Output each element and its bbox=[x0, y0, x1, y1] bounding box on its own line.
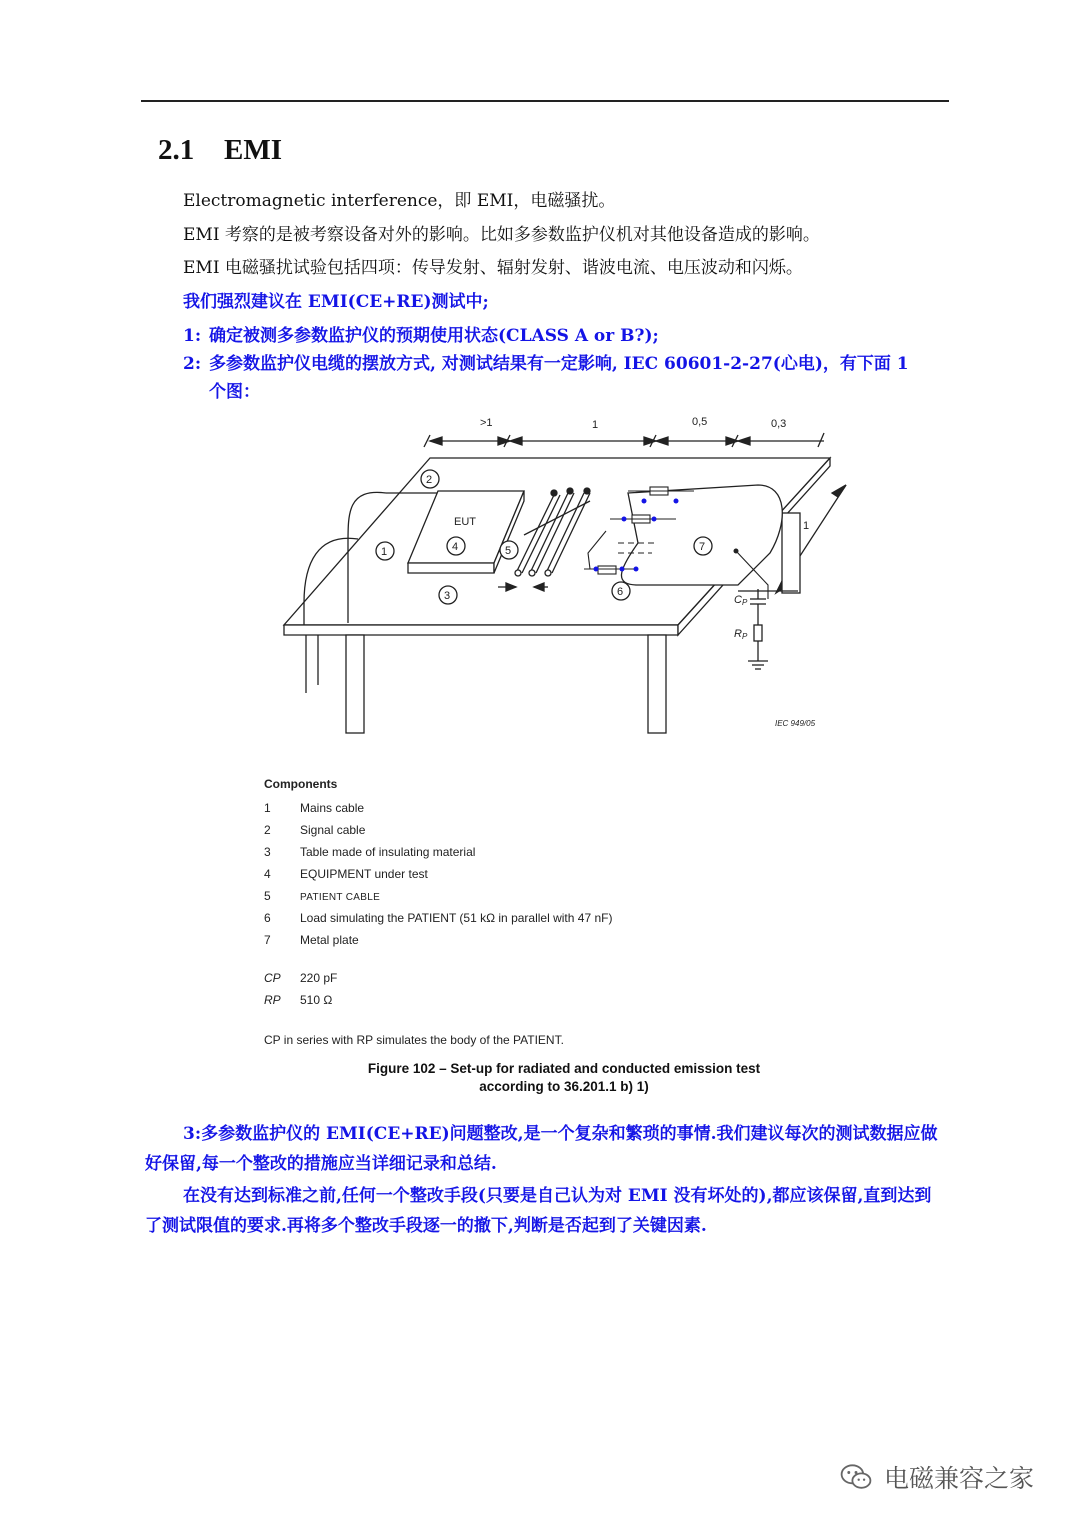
iec-code: IEC 949/05 bbox=[775, 719, 816, 728]
dim-label: 1 bbox=[592, 419, 599, 431]
recommend-line: 我们强烈建议在 EMI(CE+RE)测试中; bbox=[183, 292, 489, 312]
list-item-number: 2: bbox=[183, 354, 202, 374]
callout-3: 3 bbox=[444, 590, 451, 602]
list-item-continuation: 个图： bbox=[209, 382, 260, 402]
legend-row: 4 EQUIPMENT under test bbox=[264, 867, 428, 881]
intro-line-3: EMI 电磁骚扰试验包括四项：传导发射、辐射发射、谐波电流、电压波动和闪烁。 bbox=[183, 258, 803, 278]
callout-6: 6 bbox=[617, 586, 624, 598]
cp-label: CP bbox=[734, 594, 748, 607]
caption-line-2: according to 36.201.1 b) 1) bbox=[479, 1079, 649, 1094]
list-item-text: 确定被测多参数监护仪的预期使用状态(CLASS A or B?); bbox=[209, 326, 659, 346]
setup-diagram bbox=[198, 403, 890, 763]
legend-row: 5 PATIENT CABLE bbox=[264, 889, 381, 903]
section-number: 2.1 bbox=[158, 134, 195, 166]
callout-7: 7 bbox=[699, 541, 706, 553]
paragraph-3: 3:多参数监护仪的 EMI(CE+RE)问题整改,是一个复杂和繁琐的事情.我们建议每次的测试数据应做好保留,每一个整改的措施应当详细记录和总结. bbox=[145, 1124, 938, 1174]
callout-4: 4 bbox=[452, 541, 459, 553]
list-item-text: 多参数监护仪电缆的摆放方式, 对测试结果有一定影响, IEC 60601-2-27(心电)，有下面 1 bbox=[209, 354, 909, 374]
legend-row: CP 220 pF bbox=[264, 971, 338, 985]
section-heading bbox=[158, 134, 282, 167]
intro-line-1: Electromagnetic interference，即 EMI，电磁骚扰。 bbox=[183, 191, 616, 211]
legend-title: Components bbox=[264, 777, 338, 791]
figure-caption bbox=[198, 1060, 930, 1096]
legend-row: 3 Table made of insulating material bbox=[264, 845, 476, 859]
wechat-icon bbox=[838, 1459, 874, 1495]
section-title: EMI bbox=[224, 134, 282, 166]
header-rule bbox=[141, 100, 949, 102]
legend-row: 2 Signal cable bbox=[264, 823, 366, 837]
rp-label: RP bbox=[734, 628, 748, 641]
list-item-1 bbox=[183, 322, 659, 350]
watermark bbox=[838, 1457, 1034, 1497]
dim-label: 0,5 bbox=[692, 416, 708, 428]
dim-label: >1 bbox=[480, 417, 493, 429]
legend-row: 6 Load simulating the PATIENT (51 kΩ in parallel with 47 nF) bbox=[264, 911, 613, 925]
legend-row: RP 510 Ω bbox=[264, 993, 333, 1007]
dim-label: 1 bbox=[803, 520, 810, 532]
figure-102 bbox=[198, 403, 890, 1105]
series-note: CP in series with RP simulates the body of the PATIENT. bbox=[264, 1033, 564, 1047]
callout-5: 5 bbox=[505, 545, 512, 557]
callout-1: 1 bbox=[381, 546, 388, 558]
list-item-2 bbox=[183, 350, 909, 406]
callout-2: 2 bbox=[426, 474, 433, 486]
paragraph-4: 在没有达到标准之前,任何一个整改手段(只要是自己认为对 EMI 没有坏处的),都应该保留,直到达到了测试限值的要求.再将多个整改手段逐一的撤下,判断是否起到了关键因素. bbox=[145, 1186, 932, 1236]
watermark-text: 电磁兼容之家 bbox=[884, 1464, 1035, 1493]
legend-row: 7 Metal plate bbox=[264, 933, 359, 947]
legend-row: 1 Mains cable bbox=[264, 801, 365, 815]
list-item-number: 1: bbox=[183, 326, 202, 346]
intro-line-2: EMI 考察的是被考察设备对外的影响。比如多参数监护仪机对其他设备造成的影响。 bbox=[183, 225, 820, 245]
components-legend bbox=[264, 777, 612, 1051]
dim-label: 0,3 bbox=[771, 418, 787, 430]
eut-label: EUT bbox=[454, 516, 476, 528]
caption-line-1: Figure 102 – Set-up for radiated and conducted emission test bbox=[367, 1061, 761, 1076]
